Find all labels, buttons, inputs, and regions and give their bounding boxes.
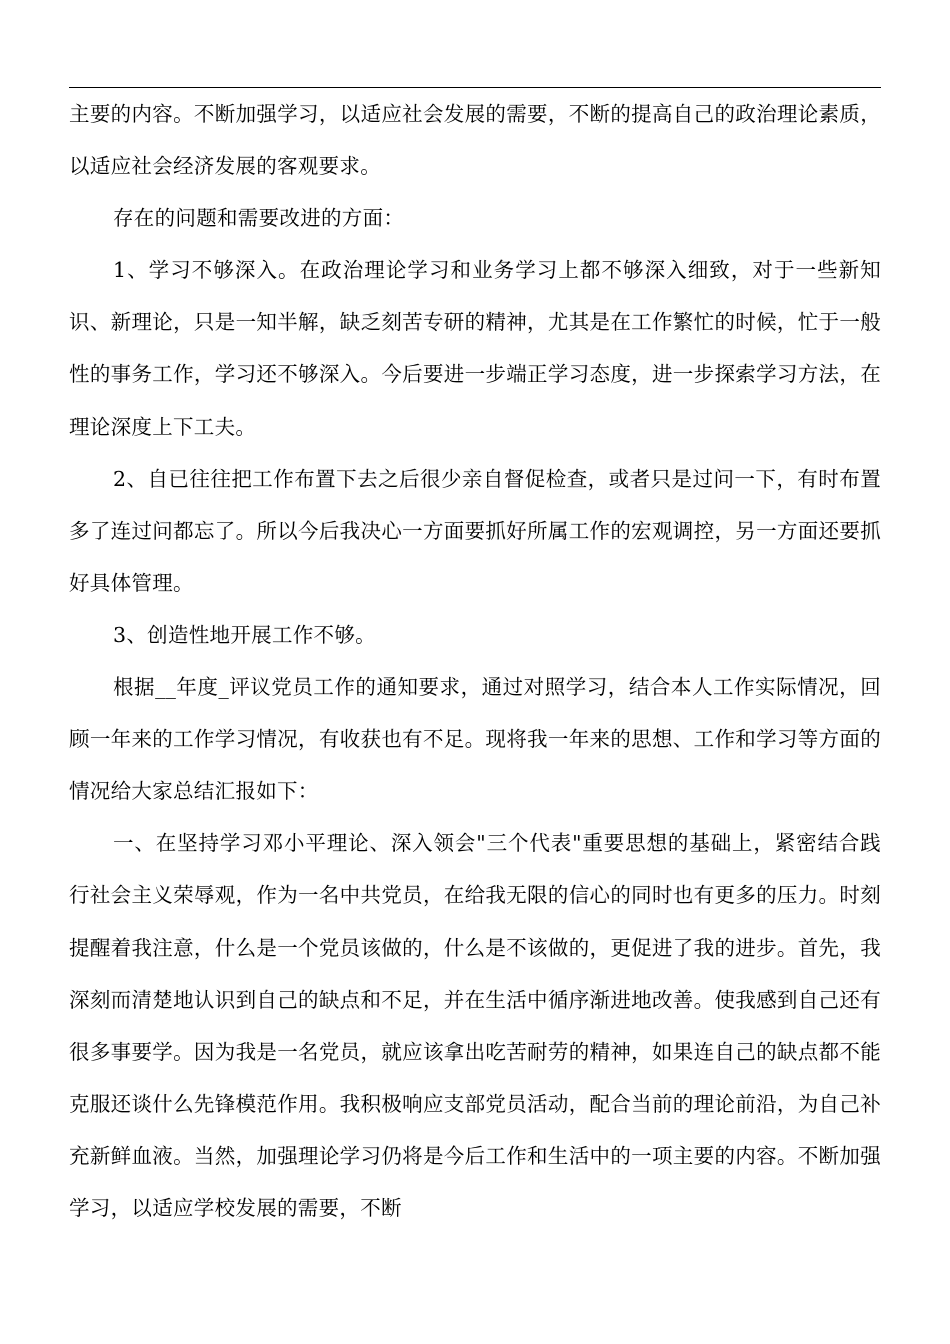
paragraph: 根据__年度_评议党员工作的通知要求，通过对照学习，结合本人工作实际情况，回顾一年来的工作学习情况，有收获也有不足。现将我一年来的思想、工作和学习等方面的情况给大家总结汇报如下： bbox=[69, 675, 881, 804]
paragraph: 一、在坚持学习邓小平理论、深入领会"三个代表"重要思想的基础上，紧密结合践行社会主义荣辱观，作为一名中共党员，在给我无限的信心的同时也有更多的压力。时刻提醒着我注意，什么是一个党员该做的，什么是不该做的，更促进了我的进步。首先，我深刻而清楚地认识到自己的缺点和不足，并在生活中循序渐进地改善。使我感到自己还有很多事要学。因为我是一名党员，就应该拿出吃苦耐劳的精神，如果连自己的缺点都不能克服还谈什么先锋模范作用。我积极响应支部党员活动，配合当前的理论前沿，为自己补充新鲜血液。当然，加强理论学习仍将是今后工作和生活中的一项主要的内容。不断加强学习，以适应学校发展的需要，不断 bbox=[69, 831, 881, 1220]
paragraph: 主要的内容。不断加强学习，以适应社会发展的需要，不断的提高自己的政治理论素质，以适应社会经济发展的客观要求。 bbox=[69, 102, 881, 179]
document-body bbox=[69, 88, 881, 1234]
paragraph: 3、创造性地开展工作不够。 bbox=[113, 622, 376, 647]
paragraph: 2、自已往往把工作布置下去之后很少亲自督促检查，或者只是过问一下，有时布置多了连过问都忘了。所以今后我决心一方面要抓好所属工作的宏观调控，另一方面还要抓好具体管理。 bbox=[69, 466, 881, 595]
paragraph: 1、学习不够深入。在政治理论学习和业务学习上都不够深入细致，对于一些新知识、新理论，只是一知半解，缺乏刻苦专研的精神，尤其是在工作繁忙的时候，忙于一般性的事务工作，学习还不够深入。今后要进一步端正学习态度，进一步探索学习方法，在理论深度上下工夫。 bbox=[69, 258, 881, 439]
paragraph: 存在的问题和需要改进的方面： bbox=[113, 206, 405, 231]
